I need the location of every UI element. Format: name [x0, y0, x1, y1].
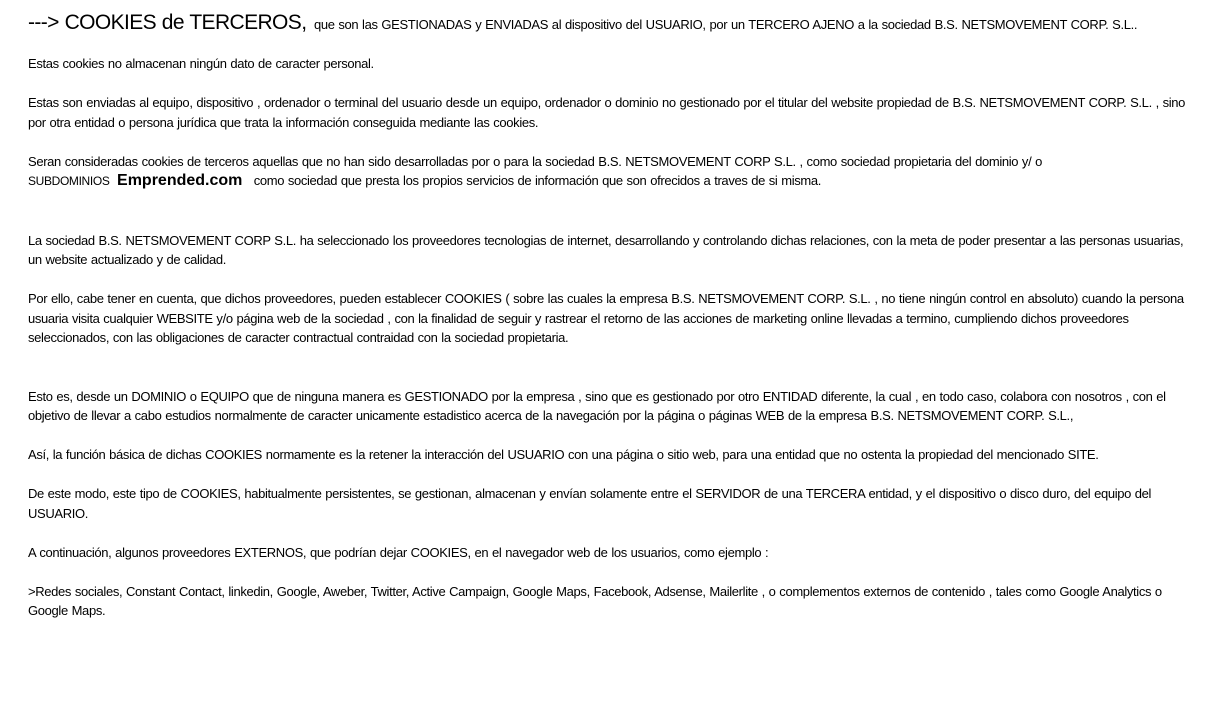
cookies-document [28, 12, 1196, 640]
third-party-text-after: como sociedad que presta los propios servicios de información que son ofrecidos a traves de si misma. [253, 173, 822, 188]
brand-name: Emprended.com [117, 172, 243, 189]
paragraph-providers-selected: La sociedad B.S. NETSMOVEMENT CORP S.L. ha seleccionado los proveedores tecnologias de internet, desarrollando y controlando dichas relaciones, con la meta de poder presentar a las personas usuarias, un website actualizado y de calidad. [28, 232, 1184, 267]
paragraph-external-providers-list: >Redes sociales, Constant Contact, linkedin, Google, Aweber, Twitter, Active Campaign, Google Maps, Facebook, Adsense, Mailerlite , o complementos externos de contenido , tales como Google Analytics o Google Maps. [28, 583, 1162, 618]
paragraph-no-personal-data: Estas cookies no almacenan ningún dato de caracter personal. [28, 56, 374, 71]
paragraph-domain-not-managed: Esto es, desde un DOMINIO o EQUIPO que de ninguna manera es GESTIONADO por la empresa , sino que es gestionado por otro ENTIDAD diferente, la cual , en todo caso, colabora con nosotros , con el objetivo de llevar a cabo estudios normalmente de caracter unicamente estadistico acerca de la navegación por la página o páginas WEB de la empresa B.S. NETSMOVEMENT CORP. S.L., [28, 388, 1166, 423]
paragraph-persistent-cookies: De este modo, este tipo de COOKIES, habitualmente persistentes, se gestionan, almacenan y envían solamente entre el SERVIDOR de una TERCERA entidad, y el dispositivo o disco duro, del equipo del USUARIO. [28, 486, 1152, 521]
paragraph-sent-to-device: Estas son enviadas al equipo, dispositivo , ordenador o terminal del usuario desde un equipo, ordenador o dominio no gestionado por el titular del website propiedad de B.S. NETSMOVEMENT CORP. S.L. , sino por otra entidad o persona jurídica que trata la información conseguida mediante las cookies. [28, 95, 1186, 130]
paragraph-external-providers-intro: A continuación, algunos proveedores EXTERNOS, que podrían dejar COOKIES, en el navegador web de los usuarios, como ejemplo : [28, 544, 769, 560]
section-intro: que son las GESTIONADAS y ENVIADAS al dispositivo del USUARIO, por un TERCERO AJENO a la sociedad B.S. NETSMOVEMENT CORP. S.L.. [313, 17, 1138, 32]
third-party-text-before: Seran consideradas cookies de terceros aquellas que no han sido desarrolladas por o para la sociedad B.S. NETSMOVEMENT CORP S.L. , como sociedad propietaria del dominio y/ o [28, 153, 1042, 169]
subdomains-label: SUBDOMINIOS [28, 174, 110, 188]
paragraph-providers-cookies: Por ello, cabe tener en cuenta, que dichos proveedores, pueden establecer COOKIES ( sobre las cuales la empresa B.S. NETSMOVEMENT CORP. S.L. , no tiene ningún control en absoluto) cuando la persona usuaria visita cualquier WEBSITE y/o página web de la sociedad , con la finalidad de seguir y rastrear el retorno de las acciones de marketing online llevadas a termino, cumpliendo dichos proveedores seleccionados, con las obligaciones de caracter contractual contraidad con la sociedad propietaria. [28, 291, 1184, 345]
heading-paragraph [28, 12, 1196, 35]
section-title: ---> COOKIES de TERCEROS, [28, 11, 307, 34]
paragraph-third-party-definition [28, 152, 1196, 192]
paragraph-basic-function: Así, la función básica de dichas COOKIES normamente es la retener la interacción del USUARIO con una página o sitio web, para una entidad que no ostenta la propiedad del mencionado SITE. [28, 447, 1099, 462]
